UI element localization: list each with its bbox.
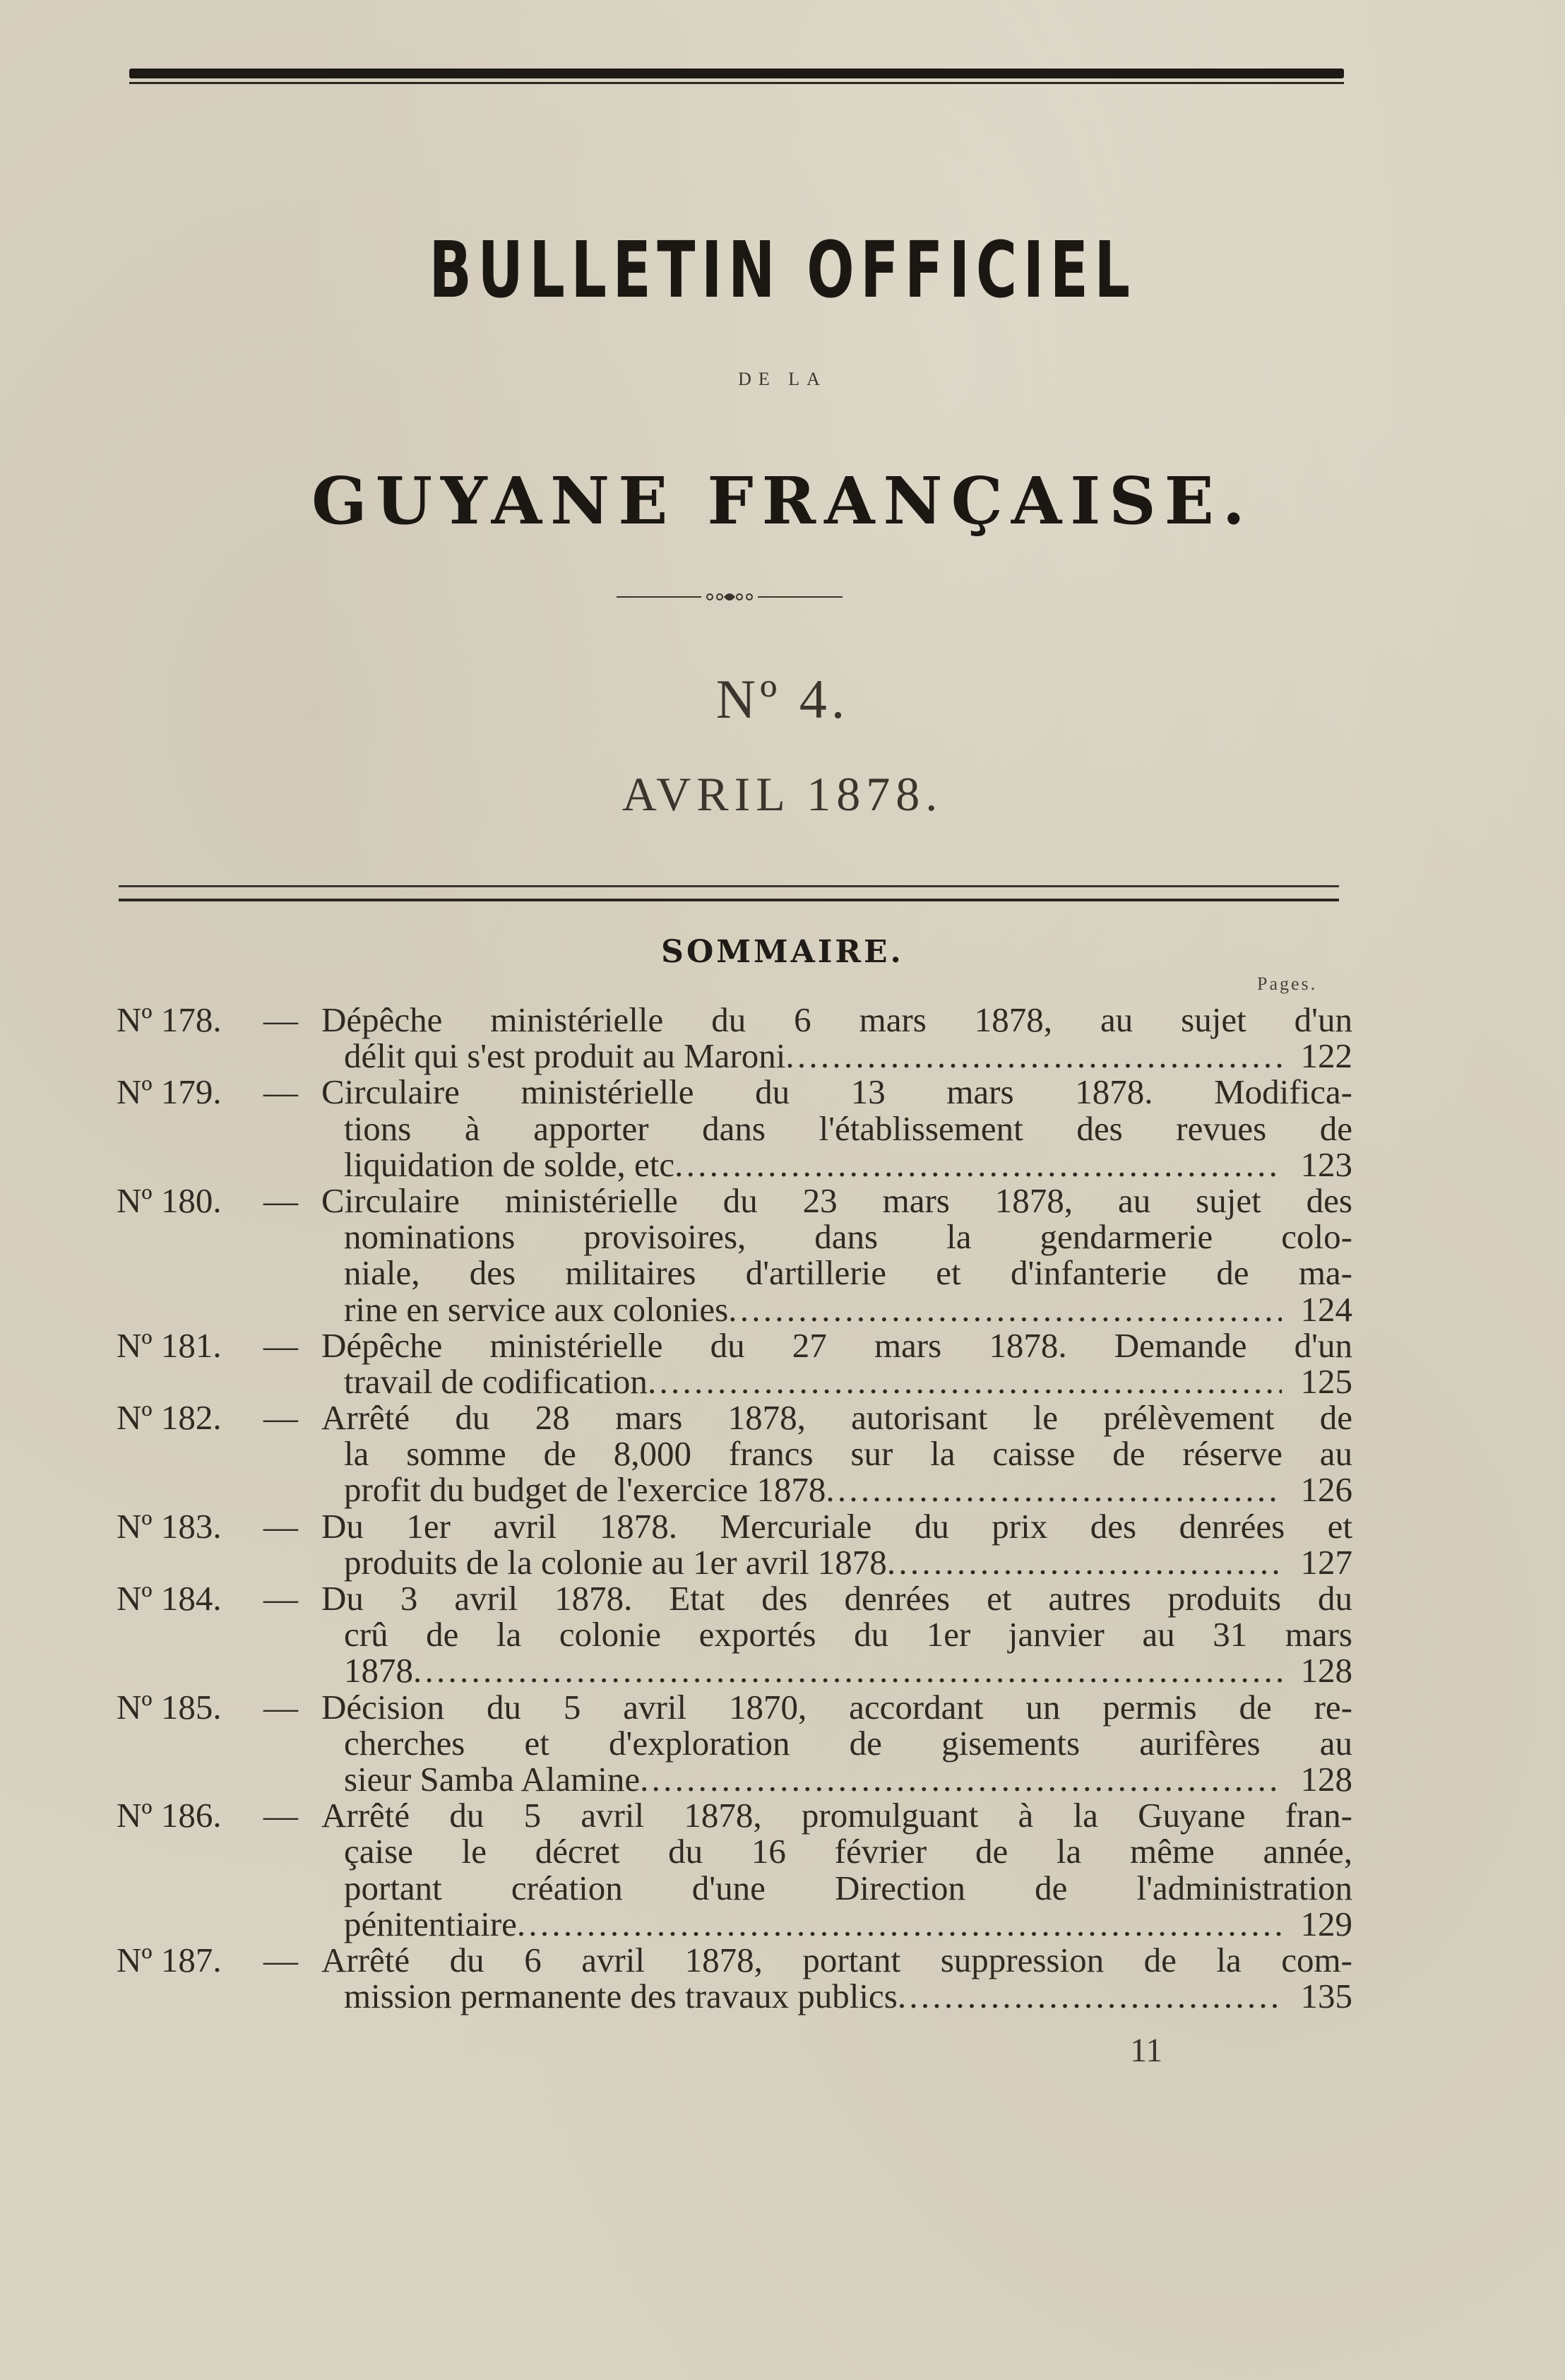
- dot-leader: [887, 1544, 1282, 1580]
- double-rule-bottom: [119, 899, 1339, 901]
- entry-text: mission permanente des travaux publics: [344, 1977, 898, 2016]
- entry-page: 125: [1300, 1361, 1352, 1401]
- toc-entry: [117, 1074, 1352, 1183]
- entry-number: Nº 185.: [117, 1687, 222, 1727]
- toc-line: [117, 1074, 1352, 1110]
- toc-entry: [117, 1580, 1352, 1689]
- entry-last-line: [344, 1363, 1352, 1399]
- toc-entry: [117, 1002, 1352, 1074]
- entry-last-line: [344, 1144, 1352, 1184]
- entry-text: la somme de 8,000 francs sur la caisse de réserve au: [344, 1434, 1352, 1474]
- dot-leader: [413, 1652, 1282, 1688]
- toc-line: [117, 1942, 1352, 1978]
- entry-text: pénitentiaire: [344, 1904, 517, 1943]
- toc-line: [117, 1833, 1352, 1869]
- toc-line: [117, 1870, 1352, 1906]
- toc-entry: [117, 1180, 1352, 1329]
- dot-leader: [785, 1038, 1282, 1074]
- ornament-divider-icon: [617, 590, 843, 604]
- entry-text: Du 1er avril 1878. Mercuriale du prix des denrées et: [321, 1506, 1352, 1546]
- entry-number: Nº 184.: [117, 1579, 222, 1618]
- entry-text: délit qui s'est produit au Maroni: [344, 1036, 786, 1076]
- toc-line: [117, 1144, 1352, 1184]
- entry-last-line: [344, 1906, 1352, 1942]
- entry-last-line: [344, 1651, 1352, 1691]
- toc-line: [117, 1544, 1352, 1580]
- table-of-contents: [117, 1002, 1352, 2014]
- entry-last-line: [344, 1544, 1352, 1580]
- dot-leader: [648, 1363, 1282, 1399]
- entry-page: 135: [1300, 1977, 1352, 2016]
- entry-page: 123: [1300, 1144, 1352, 1184]
- entry-last-line: [344, 1761, 1352, 1797]
- toc-line: [117, 1978, 1352, 2014]
- entry-page: 122: [1300, 1036, 1352, 1076]
- toc-entry: [117, 1399, 1352, 1508]
- entry-page: 127: [1300, 1542, 1352, 1582]
- entry-text: rine en service aux colonies: [344, 1289, 729, 1329]
- entry-last-line: [344, 1291, 1352, 1327]
- entry-text: produits de la colonie au 1er avril 1878: [344, 1542, 887, 1582]
- entry-dash: —: [263, 1940, 298, 1979]
- entry-last-line: [344, 1472, 1352, 1508]
- toc-line: [117, 1725, 1352, 1761]
- title: BULLETIN OFFICIEL: [429, 225, 1136, 315]
- entry-dash: —: [263, 1796, 298, 1835]
- entry-page: 126: [1300, 1470, 1352, 1510]
- top-rule-thin: [129, 82, 1344, 84]
- toc-line: [117, 1255, 1352, 1291]
- entry-dash: —: [263, 1000, 298, 1039]
- toc-line: [117, 1219, 1352, 1255]
- toc-entry: [117, 1327, 1352, 1399]
- entry-text: niale, des militaires d'artillerie et d'infanterie de ma-: [344, 1253, 1352, 1293]
- folio: 11: [1130, 2032, 1163, 2069]
- issue-date: AVRIL 1878.: [621, 767, 944, 821]
- entry-number: Nº 181.: [117, 1325, 222, 1365]
- entry-dash: —: [263, 1072, 298, 1112]
- title-guyane: GUYANE FRANÇAISE.: [311, 463, 1254, 539]
- toc-line: [117, 1002, 1352, 1038]
- dot-leader: [728, 1291, 1282, 1327]
- dot-leader: [640, 1761, 1282, 1797]
- toc-line: [117, 1398, 1352, 1438]
- entry-page: 128: [1300, 1651, 1352, 1691]
- entry-text: çaise le décret du 16 février de la même année,: [344, 1832, 1352, 1871]
- entry-page: 124: [1300, 1289, 1352, 1329]
- entry-text: Dépêche ministérielle du 27 mars 1878. Demande d'un: [321, 1325, 1352, 1365]
- toc-line: [117, 1651, 1352, 1691]
- top-rule: [129, 69, 1344, 78]
- entry-text: Dépêche ministérielle du 6 mars 1878, au sujet d'un: [321, 1000, 1352, 1039]
- issue-number: Nº 4.: [715, 668, 850, 730]
- entry-text: sieur Samba Alamine: [344, 1759, 641, 1799]
- toc-line: [117, 1761, 1352, 1797]
- entry-number: Nº 179.: [117, 1072, 222, 1112]
- entry-number: Nº 187.: [117, 1940, 222, 1979]
- entry-number: Nº 178.: [117, 1000, 222, 1039]
- entry-last-line: [344, 1978, 1352, 2014]
- subtitle-de-la: DE LA: [738, 369, 827, 389]
- entry-text: crû de la colonie exportés du 1er janvier au 31 mars: [344, 1615, 1352, 1654]
- toc-line: [117, 1616, 1352, 1652]
- entry-dash: —: [263, 1325, 298, 1365]
- sommaire-heading: SOMMAIRE.: [661, 934, 904, 970]
- dot-leader: [826, 1472, 1282, 1508]
- toc-line: [117, 1472, 1352, 1508]
- toc-line: [117, 1797, 1352, 1833]
- dot-leader: [898, 1978, 1282, 2014]
- pages-label: Pages.: [1257, 973, 1318, 994]
- toc-entry: [117, 1689, 1352, 1798]
- entry-page: 129: [1300, 1904, 1352, 1943]
- entry-dash: —: [263, 1180, 298, 1220]
- toc-line: [117, 1108, 1352, 1148]
- toc-entry: [117, 1508, 1352, 1580]
- toc-line: [117, 1363, 1352, 1399]
- toc-line: [117, 1508, 1352, 1544]
- entry-text: Circulaire ministérielle du 23 mars 1878, au sujet des: [321, 1180, 1352, 1220]
- entry-page: 128: [1300, 1759, 1352, 1799]
- toc-line: [117, 1327, 1352, 1363]
- entry-text: Circulaire ministérielle du 13 mars 1878. Modifica-: [321, 1072, 1352, 1112]
- toc-line: [117, 1580, 1352, 1616]
- toc-entry: [117, 1942, 1352, 2014]
- entry-text: tions à apporter dans l'établissement des revues de: [344, 1108, 1352, 1148]
- toc-line: [117, 1435, 1352, 1472]
- entry-dash: —: [263, 1687, 298, 1727]
- toc-line: [117, 1180, 1352, 1220]
- toc-entry: [117, 1797, 1352, 1942]
- entry-text: profit du budget de l'exercice 1878: [344, 1470, 826, 1510]
- entry-text: Décision du 5 avril 1870, accordant un permis de re-: [321, 1687, 1352, 1727]
- entry-dash: —: [263, 1579, 298, 1618]
- entry-text: liquidation de solde, etc: [344, 1144, 675, 1184]
- entry-text: portant création d'une Direction de l'administration: [344, 1868, 1352, 1907]
- double-rule-top: [119, 885, 1339, 887]
- toc-line: [117, 1291, 1352, 1327]
- entry-dash: —: [263, 1398, 298, 1438]
- entry-text: cherches et d'exploration de gisements aurifères au: [344, 1723, 1352, 1763]
- entry-text: Arrêté du 5 avril 1878, promulguant à la Guyane fran-: [321, 1796, 1352, 1835]
- entry-text: Arrêté du 6 avril 1878, portant suppression de la com-: [321, 1940, 1352, 1979]
- entry-dash: —: [263, 1506, 298, 1546]
- entry-number: Nº 180.: [117, 1180, 222, 1220]
- entry-text: Arrêté du 28 mars 1878, autorisant le prélèvement de: [321, 1398, 1352, 1438]
- toc-line: [117, 1906, 1352, 1942]
- dot-leader: [674, 1147, 1282, 1183]
- entry-text: travail de codification: [344, 1361, 648, 1401]
- entry-number: Nº 183.: [117, 1506, 222, 1546]
- entry-number: Nº 186.: [117, 1796, 222, 1835]
- entry-number: Nº 182.: [117, 1398, 222, 1438]
- toc-line: [117, 1038, 1352, 1074]
- entry-text: nominations provisoires, dans la gendarmerie colo-: [344, 1217, 1352, 1257]
- entry-text: 1878: [344, 1651, 413, 1691]
- dot-leader: [517, 1906, 1282, 1942]
- entry-text: Du 3 avril 1878. Etat des denrées et autres produits du: [321, 1579, 1352, 1618]
- toc-line: [117, 1689, 1352, 1725]
- entry-last-line: [344, 1038, 1352, 1074]
